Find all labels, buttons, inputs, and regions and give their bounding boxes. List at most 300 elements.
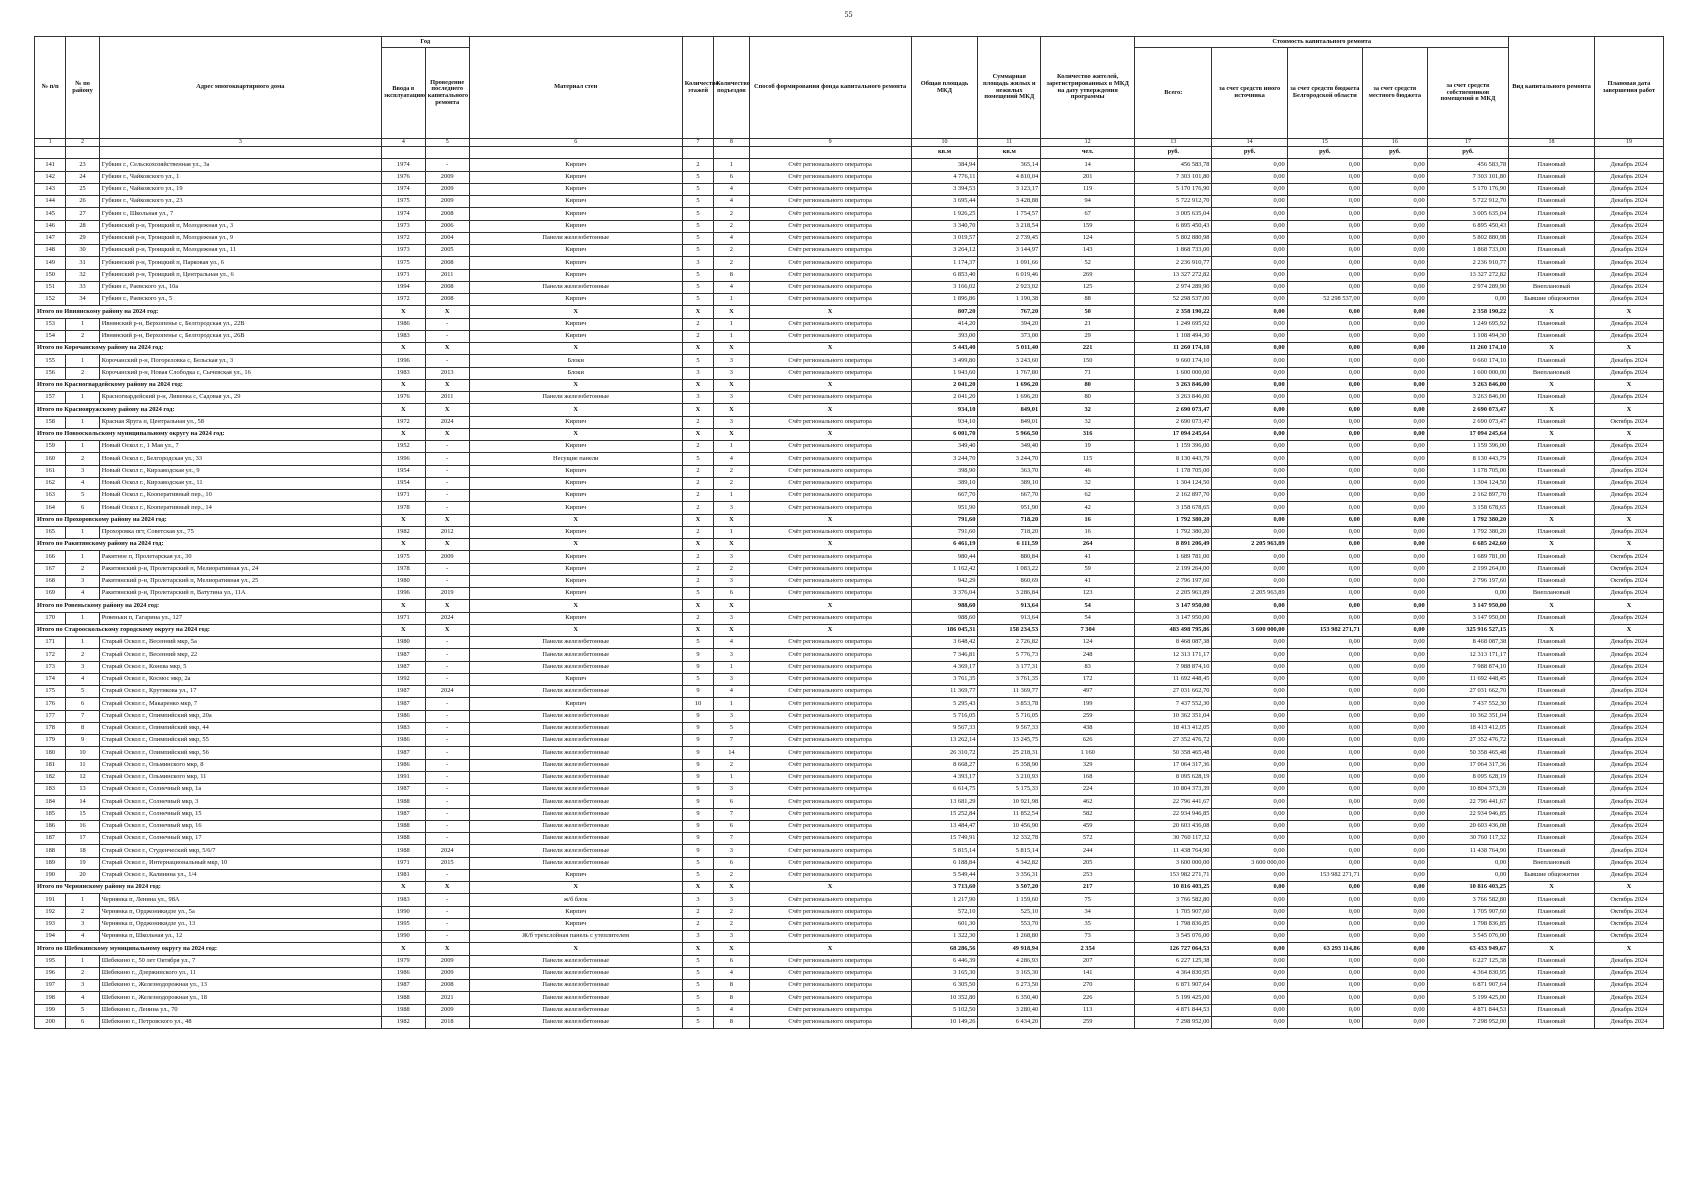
residents-cell: 123 — [1041, 588, 1135, 600]
cost-total-cell: 3 600 000,00 — [1135, 857, 1212, 869]
end-date-cell: Декабрь 2024 — [1594, 833, 1663, 845]
area-living-cell: 11 369,77 — [978, 686, 1041, 698]
row-number-cell: 175 — [35, 686, 66, 698]
placeholder-x: X — [469, 624, 682, 636]
entrances-cell: 1 — [714, 490, 750, 502]
cost-other-cell: 0,00 — [1212, 428, 1287, 440]
fund-method-cell: Счёт регионального оператора — [749, 416, 911, 428]
cost-total-cell: 52 298 537,00 — [1135, 294, 1212, 306]
area-total-cell: 398,90 — [911, 465, 978, 477]
cost-regional-cell: 0,00 — [1287, 698, 1362, 710]
district-number-cell: 1 — [66, 637, 99, 649]
repair-type-cell: Плановый — [1509, 992, 1595, 1004]
year-repair-cell: - — [425, 771, 469, 783]
unit-cell: кв.м — [978, 147, 1041, 159]
cost-local-cell: 0,00 — [1362, 220, 1427, 232]
end-date-cell: Декабрь 2024 — [1594, 747, 1663, 759]
residents-cell: 32 — [1041, 404, 1135, 416]
cost-total-cell: 2 690 073,47 — [1135, 404, 1212, 416]
placeholder-x: X — [425, 943, 469, 955]
placeholder-x: X — [381, 428, 425, 440]
year-repair-cell: 2021 — [425, 992, 469, 1004]
area-total-cell: 1 162,42 — [911, 563, 978, 575]
unit-cell — [99, 147, 381, 159]
cost-total-cell: 1 792 380,20 — [1135, 526, 1212, 538]
cost-local-cell: 0,00 — [1362, 514, 1427, 526]
subtotal-row — [35, 624, 1664, 636]
district-number-cell: 1 — [66, 894, 99, 906]
area-total-cell: 11 369,77 — [911, 686, 978, 698]
cost-owners-cell: 0,00 — [1427, 857, 1509, 869]
repair-type-cell: Плановый — [1509, 159, 1595, 171]
area-living-cell: 3 144,97 — [978, 245, 1041, 257]
entrances-cell: 3 — [714, 367, 750, 379]
cost-local-cell: 0,00 — [1362, 906, 1427, 918]
cost-regional-cell: 0,00 — [1287, 330, 1362, 342]
area-living-cell: 1 091,66 — [978, 257, 1041, 269]
cost-regional-cell: 0,00 — [1287, 208, 1362, 220]
entrances-cell: 4 — [714, 686, 750, 698]
area-living-cell: 1 083,22 — [978, 563, 1041, 575]
placeholder-x: X — [1509, 600, 1595, 612]
cost-other-cell: 0,00 — [1212, 220, 1287, 232]
floors-cell: 5 — [682, 673, 713, 685]
header-residents: Количество жителей, зарегистрированных в МКД на дату утверждения программы — [1041, 37, 1135, 139]
row-number-cell: 157 — [35, 392, 66, 404]
address-cell: Старый Оскол г., Олимпийский мкр, 55 — [99, 735, 381, 747]
address-cell: Новый Оскол г., Кооперативный пер., 14 — [99, 502, 381, 514]
placeholder-x: X — [749, 514, 911, 526]
address-cell: Губкинский р-н, Троицкий п, Молодежная ул., 3 — [99, 220, 381, 232]
column-number: 9 — [749, 139, 911, 147]
row-number-cell: 185 — [35, 808, 66, 820]
fund-method-cell: Счёт регионального оператора — [749, 735, 911, 747]
address-cell: Корочанский р-н, Погореловка с, Бельская ул., 3 — [99, 355, 381, 367]
fund-method-cell: Счёт регионального оператора — [749, 747, 911, 759]
area-living-cell: 849,01 — [978, 416, 1041, 428]
placeholder-x: X — [1509, 428, 1595, 440]
cost-regional-cell: 0,00 — [1287, 980, 1362, 992]
header-area-living: Суммарная площадь жилых и нежилых помещений МКД — [978, 37, 1041, 139]
residents-cell: 199 — [1041, 698, 1135, 710]
residents-cell: 172 — [1041, 673, 1135, 685]
cost-other-cell: 0,00 — [1212, 955, 1287, 967]
area-total-cell: 3 713,60 — [911, 882, 978, 894]
cost-other-cell: 0,00 — [1212, 379, 1287, 391]
cost-local-cell: 0,00 — [1362, 392, 1427, 404]
year-repair-cell: 2009 — [425, 171, 469, 183]
cost-other-cell: 2 205 963,89 — [1212, 539, 1287, 551]
unit-cell — [714, 147, 750, 159]
row-number-cell: 174 — [35, 673, 66, 685]
entrances-cell: 1 — [714, 526, 750, 538]
unit-cell — [749, 147, 911, 159]
repair-type-cell: Плановый — [1509, 771, 1595, 783]
placeholder-x: X — [714, 943, 750, 955]
material-cell: Панели железобетонные — [469, 771, 682, 783]
cost-total-cell: 8 095 628,19 — [1135, 771, 1212, 783]
residents-cell: 16 — [1041, 514, 1135, 526]
entrances-cell: 1 — [714, 294, 750, 306]
residents-cell: 264 — [1041, 539, 1135, 551]
year-repair-cell: 2011 — [425, 392, 469, 404]
area-total-cell: 3 019,57 — [911, 232, 978, 244]
cost-total-cell: 9 660 174,10 — [1135, 355, 1212, 367]
fund-method-cell: Счёт регионального оператора — [749, 220, 911, 232]
material-cell: Панели железобетонные — [469, 980, 682, 992]
cost-regional-cell: 0,00 — [1287, 245, 1362, 257]
repair-type-cell: Плановый — [1509, 649, 1595, 661]
area-living-cell: 1 159,60 — [978, 894, 1041, 906]
cost-total-cell: 1 304 124,50 — [1135, 477, 1212, 489]
area-total-cell: 3 244,70 — [911, 453, 978, 465]
district-number-cell: 2 — [66, 367, 99, 379]
cost-local-cell: 0,00 — [1362, 294, 1427, 306]
cost-owners-cell: 4 364 830,95 — [1427, 967, 1509, 979]
cost-owners-cell: 8 468 087,38 — [1427, 637, 1509, 649]
residents-cell: 270 — [1041, 980, 1135, 992]
floors-cell: 5 — [682, 857, 713, 869]
entrances-cell: 4 — [714, 1004, 750, 1016]
column-number: 14 — [1212, 139, 1287, 147]
repair-type-cell: Плановый — [1509, 784, 1595, 796]
year-repair-cell: - — [425, 563, 469, 575]
district-number-cell: 2 — [66, 906, 99, 918]
row-number-cell: 193 — [35, 918, 66, 930]
placeholder-x: X — [749, 428, 911, 440]
repair-type-cell: Плановый — [1509, 257, 1595, 269]
column-number: 17 — [1427, 139, 1509, 147]
area-total-cell: 13 681,29 — [911, 796, 978, 808]
fund-method-cell: Счёт регионального оператора — [749, 465, 911, 477]
district-number-cell: 2 — [66, 967, 99, 979]
row-number-cell: 161 — [35, 465, 66, 477]
repair-type-cell: Плановый — [1509, 183, 1595, 195]
row-number-cell: 152 — [35, 294, 66, 306]
end-date-cell: Декабрь 2024 — [1594, 196, 1663, 208]
residents-cell: 50 — [1041, 306, 1135, 318]
year-repair-cell: 2012 — [425, 526, 469, 538]
end-date-cell: Декабрь 2024 — [1594, 771, 1663, 783]
fund-method-cell: Счёт регионального оператора — [749, 171, 911, 183]
cost-total-cell: 5 199 425,00 — [1135, 992, 1212, 1004]
entrances-cell: 1 — [714, 661, 750, 673]
end-date-cell: Декабрь 2024 — [1594, 637, 1663, 649]
material-cell: Панели железобетонные — [469, 820, 682, 832]
placeholder-x: X — [381, 539, 425, 551]
table-row — [35, 269, 1664, 281]
material-cell: Кирпич — [469, 183, 682, 195]
address-cell: Прохоровка пгт, Советская ул., 75 — [99, 526, 381, 538]
cost-total-cell: 27 031 662,70 — [1135, 686, 1212, 698]
repair-type-cell: Плановый — [1509, 735, 1595, 747]
column-number: 16 — [1362, 139, 1427, 147]
fund-method-cell: Счёт регионального оператора — [749, 269, 911, 281]
cost-other-cell: 0,00 — [1212, 918, 1287, 930]
area-living-cell: 3 177,31 — [978, 661, 1041, 673]
material-cell: Панели железобетонные — [469, 747, 682, 759]
cost-total-cell: 2 796 197,60 — [1135, 575, 1212, 587]
cost-local-cell: 0,00 — [1362, 379, 1427, 391]
table-row — [35, 820, 1664, 832]
table-row — [35, 796, 1664, 808]
cost-owners-cell: 8 095 628,19 — [1427, 771, 1509, 783]
placeholder-x: X — [1594, 943, 1663, 955]
column-number: 8 — [714, 139, 750, 147]
material-cell: Кирпич — [469, 257, 682, 269]
address-cell: Старый Оскол г., Солнечный мкр, 15 — [99, 808, 381, 820]
district-number-cell: 4 — [66, 588, 99, 600]
row-number-cell: 155 — [35, 355, 66, 367]
residents-cell: 62 — [1041, 490, 1135, 502]
column-number: 10 — [911, 139, 978, 147]
address-cell: Старый Оскол г., Солнечный мкр, 16 — [99, 820, 381, 832]
cost-regional-cell: 0,00 — [1287, 575, 1362, 587]
year-built-cell: 1973 — [381, 220, 425, 232]
district-number-cell: 1 — [66, 526, 99, 538]
cost-local-cell: 0,00 — [1362, 465, 1427, 477]
end-date-cell: Декабрь 2024 — [1594, 980, 1663, 992]
cost-regional-cell: 0,00 — [1287, 955, 1362, 967]
placeholder-x: X — [682, 379, 713, 391]
district-number-cell: 4 — [66, 992, 99, 1004]
entrances-cell: 6 — [714, 820, 750, 832]
address-cell: Корочанский р-н, Новая Слободка с, Сычевская ул., 16 — [99, 367, 381, 379]
material-cell: Панели железобетонные — [469, 967, 682, 979]
placeholder-x: X — [425, 306, 469, 318]
column-number: 11 — [978, 139, 1041, 147]
cost-owners-cell: 2 690 073,47 — [1427, 404, 1509, 416]
row-number-cell: 196 — [35, 967, 66, 979]
row-number-cell: 178 — [35, 722, 66, 734]
residents-cell: 32 — [1041, 416, 1135, 428]
placeholder-x: X — [1509, 514, 1595, 526]
cost-local-cell: 0,00 — [1362, 575, 1427, 587]
unit-cell: руб. — [1427, 147, 1509, 159]
entrances-cell: 2 — [714, 759, 750, 771]
area-living-cell: 5 815,14 — [978, 845, 1041, 857]
address-cell: Шебекино г., 50 лет Октября ул., 7 — [99, 955, 381, 967]
placeholder-x: X — [1509, 539, 1595, 551]
year-repair-cell: - — [425, 833, 469, 845]
table-row — [35, 257, 1664, 269]
material-cell: Кирпич — [469, 416, 682, 428]
residents-cell: 19 — [1041, 441, 1135, 453]
entrances-cell: 2 — [714, 245, 750, 257]
area-living-cell: 1 754,57 — [978, 208, 1041, 220]
cost-local-cell: 0,00 — [1362, 208, 1427, 220]
address-cell: Старый Оскол г., Калинина ул., 1/4 — [99, 869, 381, 881]
material-cell: Панели железобетонные — [469, 955, 682, 967]
address-cell: Ивнянский р-н, Верхопенье с, Белгородская ул., 26В — [99, 330, 381, 342]
entrances-cell: 3 — [714, 502, 750, 514]
material-cell: Панели железобетонные — [469, 784, 682, 796]
floors-cell: 5 — [682, 220, 713, 232]
cost-other-cell: 0,00 — [1212, 600, 1287, 612]
placeholder-x: X — [381, 404, 425, 416]
cost-other-cell: 0,00 — [1212, 281, 1287, 293]
placeholder-x: X — [1594, 624, 1663, 636]
end-date-cell: Декабрь 2024 — [1594, 1004, 1663, 1016]
end-date-cell: Декабрь 2024 — [1594, 710, 1663, 722]
cost-regional-cell: 0,00 — [1287, 967, 1362, 979]
cost-total-cell: 1 868 733,00 — [1135, 245, 1212, 257]
cost-regional-cell: 0,00 — [1287, 232, 1362, 244]
address-cell: Старый Оскол г., Олимпийский мкр, 20а — [99, 710, 381, 722]
area-living-cell: 553,70 — [978, 918, 1041, 930]
cost-owners-cell: 2 974 289,90 — [1427, 281, 1509, 293]
row-number-cell: 177 — [35, 710, 66, 722]
area-total-cell: 13 262,14 — [911, 735, 978, 747]
floors-cell: 2 — [682, 526, 713, 538]
entrances-cell: 2 — [714, 257, 750, 269]
fund-method-cell: Счёт регионального оператора — [749, 686, 911, 698]
cost-local-cell: 0,00 — [1362, 1016, 1427, 1028]
placeholder-x: X — [381, 379, 425, 391]
repair-type-cell: Плановый — [1509, 245, 1595, 257]
table-row — [35, 1016, 1664, 1028]
placeholder-x: X — [469, 306, 682, 318]
table-row — [35, 453, 1664, 465]
cost-local-cell: 0,00 — [1362, 698, 1427, 710]
material-cell: Панели железобетонные — [469, 857, 682, 869]
entrances-cell: 1 — [714, 771, 750, 783]
cost-owners-cell: 3 766 582,80 — [1427, 894, 1509, 906]
material-cell: Кирпич — [469, 477, 682, 489]
cost-other-cell: 0,00 — [1212, 196, 1287, 208]
cost-total-cell: 11 438 764,90 — [1135, 845, 1212, 857]
cost-other-cell: 0,00 — [1212, 906, 1287, 918]
area-living-cell: 3 244,70 — [978, 453, 1041, 465]
address-cell: Красная Яруга п, Центральная ул., 58 — [99, 416, 381, 428]
repair-type-cell: Плановый — [1509, 845, 1595, 857]
cost-total-cell: 3 147 950,00 — [1135, 612, 1212, 624]
cost-owners-cell: 17 094 245,64 — [1427, 428, 1509, 440]
material-cell: Блоки — [469, 355, 682, 367]
cost-local-cell: 0,00 — [1362, 955, 1427, 967]
cost-regional-cell: 0,00 — [1287, 441, 1362, 453]
repair-type-cell: Плановый — [1509, 526, 1595, 538]
row-number-cell: 176 — [35, 698, 66, 710]
table-row — [35, 171, 1664, 183]
row-number-cell: 179 — [35, 735, 66, 747]
residents-cell: 2 354 — [1041, 943, 1135, 955]
row-number-cell: 150 — [35, 269, 66, 281]
cost-other-cell: 0,00 — [1212, 820, 1287, 832]
year-built-cell: 1974 — [381, 208, 425, 220]
year-repair-cell: 2008 — [425, 281, 469, 293]
area-living-cell: 389,10 — [978, 477, 1041, 489]
cost-regional-cell: 0,00 — [1287, 1016, 1362, 1028]
cost-local-cell: 0,00 — [1362, 869, 1427, 881]
district-number-cell: 28 — [66, 220, 99, 232]
area-total-cell: 3 165,30 — [911, 967, 978, 979]
table-row — [35, 441, 1664, 453]
year-built-cell: 1954 — [381, 465, 425, 477]
cost-local-cell: 0,00 — [1362, 820, 1427, 832]
cost-other-cell: 0,00 — [1212, 245, 1287, 257]
cost-local-cell: 0,00 — [1362, 857, 1427, 869]
table-row — [35, 281, 1664, 293]
repair-type-cell: Плановый — [1509, 453, 1595, 465]
entrances-cell: 3 — [714, 784, 750, 796]
unit-cell — [35, 147, 66, 159]
placeholder-x: X — [682, 624, 713, 636]
entrances-cell: 6 — [714, 955, 750, 967]
area-living-cell: 525,10 — [978, 906, 1041, 918]
year-built-cell: 1983 — [381, 367, 425, 379]
cost-local-cell: 0,00 — [1362, 796, 1427, 808]
repair-type-cell: Плановый — [1509, 208, 1595, 220]
cost-other-cell: 0,00 — [1212, 747, 1287, 759]
year-repair-cell: - — [425, 477, 469, 489]
placeholder-x: X — [1594, 306, 1663, 318]
cost-total-cell: 1 249 695,92 — [1135, 318, 1212, 330]
residents-cell: 1 160 — [1041, 747, 1135, 759]
cost-local-cell: 0,00 — [1362, 257, 1427, 269]
district-number-cell: 1 — [66, 318, 99, 330]
cost-total-cell: 17 064 317,36 — [1135, 759, 1212, 771]
entrances-cell: 1 — [714, 698, 750, 710]
district-number-cell: 20 — [66, 869, 99, 881]
district-number-cell: 8 — [66, 722, 99, 734]
residents-cell: 54 — [1041, 612, 1135, 624]
material-cell: Кирпич — [469, 575, 682, 587]
repair-type-cell: Внеплановый — [1509, 367, 1595, 379]
cost-local-cell: 0,00 — [1362, 404, 1427, 416]
year-built-cell: 1988 — [381, 1004, 425, 1016]
cost-local-cell: 0,00 — [1362, 367, 1427, 379]
cost-regional-cell: 0,00 — [1287, 686, 1362, 698]
cost-total-cell: 22 796 441,67 — [1135, 796, 1212, 808]
placeholder-x: X — [1594, 514, 1663, 526]
repair-type-cell: Плановый — [1509, 441, 1595, 453]
address-cell: Новый Оскол г., Кирзаводская ул., 11 — [99, 477, 381, 489]
placeholder-x: X — [714, 600, 750, 612]
year-built-cell: 1987 — [381, 686, 425, 698]
unit-cell — [1509, 147, 1595, 159]
cost-local-cell: 0,00 — [1362, 845, 1427, 857]
cost-regional-cell: 0,00 — [1287, 710, 1362, 722]
row-number-cell: 198 — [35, 992, 66, 1004]
area-total-cell: 9 567,33 — [911, 722, 978, 734]
year-repair-cell: - — [425, 698, 469, 710]
cost-regional-cell: 0,00 — [1287, 526, 1362, 538]
cost-local-cell: 0,00 — [1362, 882, 1427, 894]
address-cell: Губкин г., Раевского ул., 5 — [99, 294, 381, 306]
repair-type-cell: Плановый — [1509, 269, 1595, 281]
cost-other-cell: 0,00 — [1212, 159, 1287, 171]
table-row — [35, 722, 1664, 734]
row-number-cell: 199 — [35, 1004, 66, 1016]
year-repair-cell: - — [425, 490, 469, 502]
year-built-cell: 1974 — [381, 183, 425, 195]
placeholder-x: X — [381, 624, 425, 636]
area-total-cell: 5 716,05 — [911, 710, 978, 722]
address-cell: Губкин г., Сельскохозяйственная ул., 3а — [99, 159, 381, 171]
repair-type-cell: Плановый — [1509, 796, 1595, 808]
floors-cell: 5 — [682, 171, 713, 183]
cost-total-cell: 3 147 950,00 — [1135, 600, 1212, 612]
material-cell: Кирпич — [469, 588, 682, 600]
row-number-cell: 181 — [35, 759, 66, 771]
area-total-cell: 6 446,39 — [911, 955, 978, 967]
cost-local-cell: 0,00 — [1362, 355, 1427, 367]
cost-regional-cell: 0,00 — [1287, 220, 1362, 232]
cost-other-cell: 0,00 — [1212, 759, 1287, 771]
material-cell: Панели железобетонные — [469, 392, 682, 404]
year-built-cell: 1978 — [381, 502, 425, 514]
